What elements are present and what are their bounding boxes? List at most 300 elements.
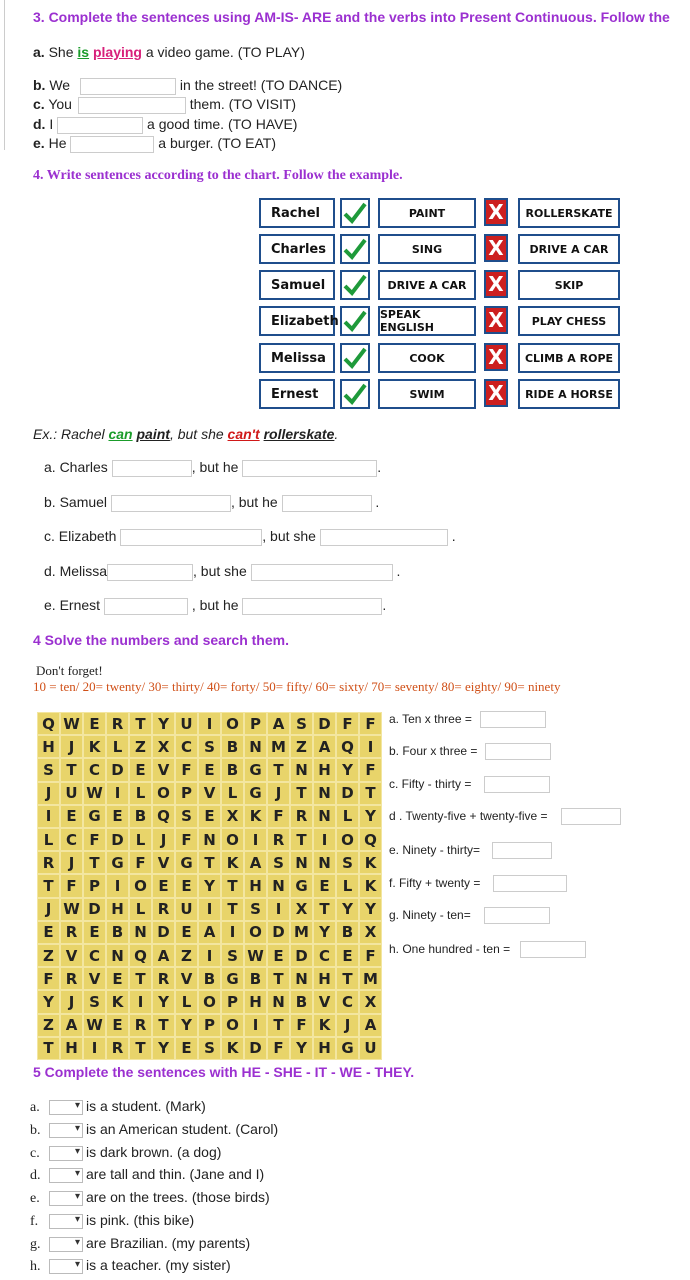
grid-letter[interactable]: E (198, 805, 221, 828)
grid-letter[interactable]: L (106, 735, 129, 758)
item-letter: d. (30, 1168, 41, 1183)
grid-letter[interactable]: L (175, 990, 198, 1013)
grid-letter[interactable]: S (244, 898, 267, 921)
grid-letter[interactable]: K (106, 990, 129, 1013)
grid-letter[interactable]: T (313, 898, 336, 921)
grid-letter[interactable]: C (83, 944, 106, 967)
sentence-label: a. Charles (44, 459, 108, 475)
grid-letter[interactable]: X (359, 990, 382, 1013)
grid-letter[interactable]: A (244, 851, 267, 874)
grid-letter[interactable]: K (221, 851, 244, 874)
grid-letter[interactable]: B (221, 735, 244, 758)
pronoun-dropdown[interactable] (49, 1259, 83, 1274)
grid-letter[interactable]: F (290, 1014, 313, 1037)
grid-letter[interactable]: K (359, 874, 382, 897)
pronoun-item (30, 1235, 250, 1253)
grid-letter[interactable]: E (175, 921, 198, 944)
grid-letter[interactable]: R (290, 805, 313, 828)
grid-letter[interactable]: D (83, 898, 106, 921)
grid-letter[interactable]: F (175, 758, 198, 781)
answer-input[interactable] (70, 136, 154, 153)
item-letter: d. (33, 116, 46, 132)
pronoun-dropdown[interactable] (49, 1123, 83, 1138)
grid-letter[interactable]: Y (290, 1037, 313, 1060)
grid-letter[interactable]: I (198, 712, 221, 735)
grid-letter[interactable]: L (129, 782, 152, 805)
grid-letter[interactable]: C (175, 735, 198, 758)
answer-input[interactable] (80, 78, 176, 95)
chart-name: Melissa (259, 343, 335, 373)
grid-letter[interactable]: Y (152, 712, 175, 735)
grid-letter[interactable]: K (359, 851, 382, 874)
sentence-mid: , but she (193, 563, 247, 579)
grid-letter[interactable]: D (244, 1037, 267, 1060)
grid-letter[interactable]: A (152, 944, 175, 967)
pronoun-dropdown[interactable] (49, 1237, 83, 1252)
grid-letter[interactable]: L (221, 782, 244, 805)
item-subject: You (48, 96, 72, 112)
grid-letter[interactable]: R (60, 967, 83, 990)
grid-letter[interactable]: B (106, 921, 129, 944)
grid-letter[interactable]: F (359, 712, 382, 735)
grid-letter[interactable]: T (290, 828, 313, 851)
grid-letter[interactable]: G (244, 782, 267, 805)
item-text: is an American student. (Carol) (86, 1121, 279, 1137)
item-letter: e. (30, 1191, 40, 1206)
grid-letter[interactable]: P (83, 874, 106, 897)
grid-letter[interactable]: M (290, 921, 313, 944)
sentence-row-d (44, 563, 400, 581)
grid-letter[interactable]: N (313, 851, 336, 874)
grid-letter[interactable]: E (267, 944, 290, 967)
item-letter: b. (30, 1123, 41, 1138)
grid-letter[interactable]: E (198, 758, 221, 781)
grid-letter[interactable]: X (152, 735, 175, 758)
grid-letter[interactable]: N (198, 828, 221, 851)
answer-input[interactable] (57, 117, 143, 134)
grid-letter[interactable]: T (152, 1014, 175, 1037)
grid-letter[interactable]: I (198, 898, 221, 921)
grid-letter[interactable]: T (60, 758, 83, 781)
pronoun-dropdown[interactable] (49, 1191, 83, 1206)
grid-letter[interactable]: W (60, 712, 83, 735)
pronoun-item (30, 1098, 206, 1116)
grid-letter[interactable]: P (175, 782, 198, 805)
grid-letter[interactable]: B (198, 967, 221, 990)
answer-input[interactable] (104, 598, 188, 615)
answer-input[interactable] (320, 529, 448, 546)
grid-letter[interactable]: G (83, 805, 106, 828)
grid-letter[interactable]: E (106, 967, 129, 990)
cross-icon: X (484, 270, 508, 298)
grid-letter[interactable]: T (129, 712, 152, 735)
grid-letter[interactable]: A (198, 921, 221, 944)
grid-letter[interactable]: S (175, 805, 198, 828)
grid-letter[interactable]: F (60, 874, 83, 897)
grid-letter[interactable]: I (129, 990, 152, 1013)
grid-letter[interactable]: E (313, 874, 336, 897)
grid-letter[interactable]: F (336, 712, 359, 735)
grid-letter[interactable]: I (267, 898, 290, 921)
grid-letter[interactable]: E (106, 805, 129, 828)
grid-letter[interactable]: T (267, 967, 290, 990)
grid-letter[interactable]: T (221, 874, 244, 897)
grid-letter[interactable]: G (175, 851, 198, 874)
grid-letter[interactable]: Y (359, 805, 382, 828)
grid-letter[interactable]: E (152, 874, 175, 897)
grid-letter[interactable]: R (37, 851, 60, 874)
grid-letter[interactable]: E (175, 1037, 198, 1060)
check-icon (340, 379, 370, 409)
answer-input[interactable] (107, 564, 193, 581)
chart-can: SWIM (378, 379, 476, 409)
grid-letter[interactable]: A (359, 1014, 382, 1037)
grid-letter[interactable]: F (359, 758, 382, 781)
grid-letter[interactable]: Y (313, 921, 336, 944)
section4-title: 4. Write sentences according to the chart. Follow the example. (33, 168, 403, 183)
answer-input[interactable] (112, 460, 192, 477)
chart-name: Samuel (259, 270, 335, 300)
grid-letter[interactable]: E (129, 758, 152, 781)
grid-letter[interactable]: T (359, 782, 382, 805)
item-letter: b. (33, 77, 46, 93)
grid-letter[interactable]: N (244, 735, 267, 758)
grid-letter[interactable]: H (106, 898, 129, 921)
grid-letter[interactable]: V (198, 782, 221, 805)
grid-letter[interactable]: T (336, 967, 359, 990)
grid-letter[interactable]: V (152, 851, 175, 874)
grid-letter[interactable]: O (221, 828, 244, 851)
grid-letter[interactable]: S (198, 735, 221, 758)
grid-letter[interactable]: J (267, 782, 290, 805)
grid-letter[interactable]: F (359, 944, 382, 967)
item-text: them. (TO VISIT) (189, 96, 297, 112)
grid-letter[interactable]: R (106, 712, 129, 735)
grid-letter[interactable]: L (336, 805, 359, 828)
grid-letter[interactable]: G (290, 874, 313, 897)
number-question: f. Fifty + twenty = (389, 876, 481, 890)
grid-letter[interactable]: J (37, 782, 60, 805)
grid-letter[interactable]: A (313, 735, 336, 758)
grid-letter[interactable]: H (313, 967, 336, 990)
cross-icon: X (484, 234, 508, 262)
grid-letter[interactable]: C (313, 944, 336, 967)
grid-letter[interactable]: R (152, 898, 175, 921)
sentence-row-a (44, 459, 381, 477)
grid-letter[interactable]: J (152, 828, 175, 851)
grid-letter[interactable]: Y (152, 1037, 175, 1060)
grid-letter[interactable]: Y (359, 898, 382, 921)
grid-letter[interactable]: Q (37, 712, 60, 735)
grid-letter[interactable]: W (83, 1014, 106, 1037)
grid-letter[interactable]: I (313, 828, 336, 851)
grid-letter[interactable]: L (37, 828, 60, 851)
answer-input[interactable] (492, 842, 552, 859)
grid-letter[interactable]: P (221, 990, 244, 1013)
number-question: e. Ninety - thirty= (389, 843, 481, 857)
grid-letter[interactable]: W (83, 782, 106, 805)
grid-letter[interactable]: D (290, 944, 313, 967)
sentence-mid: , but he (191, 459, 239, 475)
grid-letter[interactable]: S (290, 712, 313, 735)
grid-letter[interactable]: O (152, 782, 175, 805)
section3-item-c (33, 96, 296, 114)
grid-letter[interactable]: U (60, 782, 83, 805)
grid-letter[interactable]: A (267, 712, 290, 735)
grid-letter[interactable]: I (37, 805, 60, 828)
chart-can: COOK (378, 343, 476, 373)
grid-letter[interactable]: C (336, 990, 359, 1013)
grid-letter[interactable]: E (83, 712, 106, 735)
grid-letter[interactable]: A (60, 1014, 83, 1037)
grid-letter[interactable]: P (244, 712, 267, 735)
number-question: c. Fifty - thirty = (389, 777, 472, 791)
grid-letter[interactable]: N (313, 782, 336, 805)
grid-letter[interactable]: G (221, 967, 244, 990)
grid-letter[interactable]: E (175, 874, 198, 897)
grid-letter[interactable]: Z (175, 944, 198, 967)
sentence-mid: , but she (262, 528, 316, 544)
grid-letter[interactable]: Z (37, 944, 60, 967)
grid-letter[interactable]: K (244, 805, 267, 828)
item-letter: a. (30, 1100, 40, 1115)
grid-letter[interactable]: T (37, 1037, 60, 1060)
grid-letter[interactable]: I (244, 828, 267, 851)
grid-letter[interactable]: E (336, 944, 359, 967)
grid-letter[interactable]: F (83, 828, 106, 851)
grid-letter[interactable]: E (37, 921, 60, 944)
grid-letter[interactable]: Q (129, 944, 152, 967)
grid-letter[interactable]: C (60, 828, 83, 851)
grid-letter[interactable]: D (267, 921, 290, 944)
pronoun-dropdown[interactable] (49, 1100, 83, 1115)
grid-letter[interactable]: S (198, 1037, 221, 1060)
grid-letter[interactable]: B (244, 967, 267, 990)
grid-letter[interactable]: J (336, 1014, 359, 1037)
grid-letter[interactable]: E (83, 921, 106, 944)
grid-letter[interactable]: S (267, 851, 290, 874)
example-pre: She (48, 44, 78, 60)
grid-letter[interactable]: Y (198, 874, 221, 897)
grid-letter[interactable]: V (175, 967, 198, 990)
grid-letter[interactable]: G (106, 851, 129, 874)
grid-letter[interactable]: D (106, 758, 129, 781)
grid-letter[interactable]: E (60, 805, 83, 828)
grid-letter[interactable]: T (83, 851, 106, 874)
grid-letter[interactable]: U (359, 1037, 382, 1060)
grid-letter[interactable]: X (290, 898, 313, 921)
grid-letter[interactable]: O (221, 1014, 244, 1037)
grid-letter[interactable]: N (267, 874, 290, 897)
grid-letter[interactable]: B (129, 805, 152, 828)
grid-letter[interactable]: T (198, 851, 221, 874)
grid-letter[interactable]: O (129, 874, 152, 897)
item-text: are tall and thin. (Jane and I) (86, 1166, 265, 1182)
grid-letter[interactable]: H (60, 1037, 83, 1060)
pronoun-dropdown[interactable] (49, 1168, 83, 1183)
grid-letter[interactable]: S (83, 990, 106, 1013)
item-letter: h. (30, 1259, 41, 1274)
answer-input[interactable] (120, 529, 262, 546)
grid-letter[interactable]: V (313, 990, 336, 1013)
grid-letter[interactable]: I (221, 921, 244, 944)
grid-letter[interactable]: G (336, 1037, 359, 1060)
grid-letter[interactable]: Z (129, 735, 152, 758)
grid-letter[interactable]: T (37, 874, 60, 897)
answer-input[interactable] (242, 598, 382, 615)
answer-input[interactable] (242, 460, 377, 477)
grid-letter[interactable]: R (129, 1014, 152, 1037)
grid-letter[interactable]: G (244, 758, 267, 781)
grid-letter[interactable]: R (60, 921, 83, 944)
grid-letter[interactable]: J (60, 735, 83, 758)
chart-can: DRIVE A CAR (378, 270, 476, 300)
grid-letter[interactable]: W (244, 944, 267, 967)
grid-letter[interactable]: S (37, 758, 60, 781)
grid-letter[interactable]: O (221, 712, 244, 735)
grid-letter[interactable]: N (290, 851, 313, 874)
answer-input[interactable] (484, 776, 550, 793)
grid-letter[interactable]: Z (37, 1014, 60, 1037)
grid-letter[interactable]: Y (336, 758, 359, 781)
grid-letter[interactable]: S (221, 944, 244, 967)
answer-input[interactable] (480, 711, 546, 728)
grid-letter[interactable]: F (175, 828, 198, 851)
answer-input[interactable] (111, 495, 231, 512)
grid-letter[interactable]: T (267, 1014, 290, 1037)
grid-letter[interactable]: R (267, 828, 290, 851)
grid-letter[interactable]: Z (290, 735, 313, 758)
grid-letter[interactable]: Q (359, 828, 382, 851)
grid-letter[interactable]: F (129, 851, 152, 874)
grid-letter[interactable]: N (290, 967, 313, 990)
grid-letter[interactable]: B (290, 990, 313, 1013)
grid-letter[interactable]: T (290, 782, 313, 805)
grid-letter[interactable]: M (267, 735, 290, 758)
grid-letter[interactable]: Y (175, 1014, 198, 1037)
grid-letter[interactable]: O (198, 990, 221, 1013)
grid-letter[interactable]: X (221, 805, 244, 828)
grid-letter[interactable]: M (359, 967, 382, 990)
grid-letter[interactable]: H (313, 758, 336, 781)
grid-letter[interactable]: H (244, 990, 267, 1013)
grid-letter[interactable]: B (221, 758, 244, 781)
grid-letter[interactable]: V (83, 967, 106, 990)
grid-letter[interactable]: H (313, 1037, 336, 1060)
grid-letter[interactable]: E (106, 1014, 129, 1037)
cross-icon: X (484, 198, 508, 226)
grid-letter[interactable]: Q (336, 735, 359, 758)
grid-letter[interactable]: N (313, 805, 336, 828)
cross-icon: X (484, 306, 508, 334)
pronoun-item (30, 1189, 270, 1207)
pronoun-dropdown[interactable] (49, 1146, 83, 1161)
grid-letter[interactable]: T (129, 1037, 152, 1060)
chart-name: Elizabeth (259, 306, 335, 336)
answer-input[interactable] (484, 907, 550, 924)
answer-input[interactable] (282, 495, 372, 512)
grid-letter[interactable]: K (313, 1014, 336, 1037)
grid-letter[interactable]: I (198, 944, 221, 967)
grid-letter[interactable]: V (60, 944, 83, 967)
grid-letter[interactable]: J (37, 898, 60, 921)
grid-letter[interactable]: L (336, 874, 359, 897)
answer-input[interactable] (493, 875, 567, 892)
grid-letter[interactable]: C (83, 758, 106, 781)
grid-letter[interactable]: F (267, 1037, 290, 1060)
answer-input[interactable] (520, 941, 586, 958)
grid-letter[interactable]: B (336, 921, 359, 944)
grid-letter[interactable]: N (290, 758, 313, 781)
grid-letter[interactable]: T (267, 758, 290, 781)
grid-letter[interactable]: L (129, 898, 152, 921)
grid-letter[interactable]: J (60, 990, 83, 1013)
grid-letter[interactable]: D (152, 921, 175, 944)
grid-letter[interactable]: I (359, 735, 382, 758)
grid-letter[interactable]: N (267, 990, 290, 1013)
grid-letter[interactable]: T (221, 898, 244, 921)
grid-letter[interactable]: D (313, 712, 336, 735)
item-text: a good time. (TO HAVE) (147, 116, 298, 132)
grid-letter[interactable]: K (83, 735, 106, 758)
pronoun-dropdown[interactable] (49, 1214, 83, 1229)
grid-letter[interactable]: O (336, 828, 359, 851)
answer-input[interactable] (78, 97, 186, 114)
grid-letter[interactable]: O (244, 921, 267, 944)
grid-letter[interactable]: J (60, 851, 83, 874)
grid-letter[interactable]: I (106, 782, 129, 805)
grid-letter[interactable]: H (244, 874, 267, 897)
grid-letter[interactable]: L (129, 828, 152, 851)
sentence-end: . (375, 494, 380, 510)
grid-letter[interactable]: F (37, 967, 60, 990)
grid-letter[interactable]: I (83, 1037, 106, 1060)
grid-letter[interactable]: S (336, 851, 359, 874)
grid-letter[interactable]: U (175, 898, 198, 921)
grid-letter[interactable]: D (336, 782, 359, 805)
grid-letter[interactable]: Y (152, 990, 175, 1013)
chart-cant: DRIVE A CAR (518, 234, 620, 264)
answer-input[interactable] (485, 743, 551, 760)
grid-letter[interactable]: W (60, 898, 83, 921)
grid-letter[interactable]: Q (152, 805, 175, 828)
grid-letter[interactable]: Y (336, 898, 359, 921)
grid-letter[interactable]: R (106, 1037, 129, 1060)
grid-letter[interactable]: T (129, 967, 152, 990)
grid-letter[interactable]: Y (37, 990, 60, 1013)
grid-letter[interactable]: F (267, 805, 290, 828)
grid-letter[interactable]: N (106, 944, 129, 967)
grid-letter[interactable]: U (175, 712, 198, 735)
grid-letter[interactable]: I (106, 874, 129, 897)
sentence-end: . (382, 597, 387, 613)
pronoun-item (30, 1144, 221, 1162)
grid-letter[interactable]: D (106, 828, 129, 851)
grid-letter[interactable]: N (129, 921, 152, 944)
grid-letter[interactable]: P (198, 1014, 221, 1037)
grid-letter[interactable]: R (152, 967, 175, 990)
example-can: can (108, 426, 133, 442)
grid-letter[interactable]: H (37, 735, 60, 758)
grid-letter[interactable]: K (221, 1037, 244, 1060)
answer-input[interactable] (251, 564, 393, 581)
grid-letter[interactable]: V (152, 758, 175, 781)
answer-input[interactable] (561, 808, 621, 825)
pronoun-item (30, 1212, 194, 1230)
grid-letter[interactable]: X (359, 921, 382, 944)
example-pre: Ex.: Rachel (33, 426, 109, 442)
grid-letter[interactable]: I (244, 1014, 267, 1037)
